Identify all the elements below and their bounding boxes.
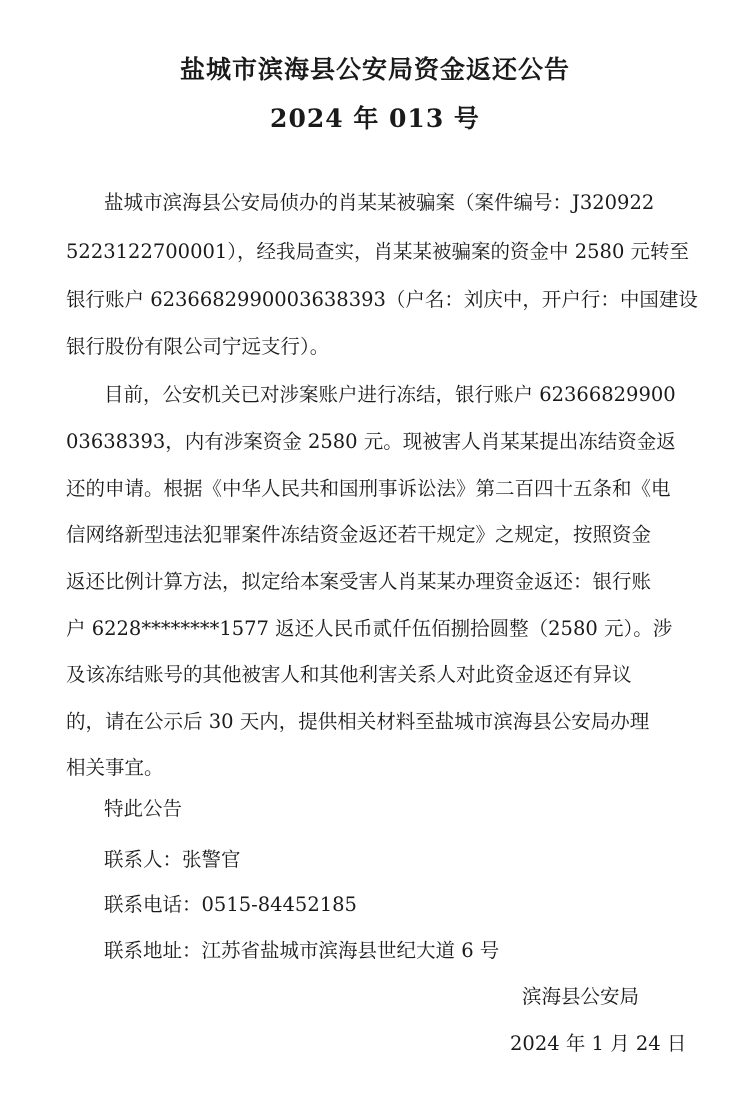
contact-address: 联系地址：江苏省盐城市滨海县世纪大道 6 号 bbox=[104, 939, 500, 962]
paragraph-line: 及该冻结账号的其他被害人和其他利害关系人对此资金返还有异议 bbox=[66, 663, 632, 686]
paragraph-line: 盐城市滨海县公安局侦办的肖某某被骗案（案件编号：J320922 bbox=[104, 191, 655, 214]
paragraph-line: 银行账户 6236682990003638393（户名：刘庆中，开户行：中国建设 bbox=[66, 288, 698, 311]
paragraph-line: 户 6228********1577 返还人民币贰仟伍佰捌拾圆整（2580 元）。涉 bbox=[66, 617, 673, 640]
contact-person: 联系人：张警官 bbox=[104, 848, 241, 871]
paragraph-line: 5223122700001），经我局查实，肖某某被骗案的资金中 2580 元转至 bbox=[66, 240, 690, 263]
special-notice: 特此公告 bbox=[104, 797, 183, 820]
paragraph-line: 还的申请。根据《中华人民共和国刑事诉讼法》第二百四十五条和《电 bbox=[66, 477, 671, 500]
paragraph-line: 目前，公安机关已对涉案账户进行冻结，银行账户 62366829900 bbox=[104, 383, 676, 406]
paragraph-line: 03638393，内有涉案资金 2580 元。现被害人肖某某提出冻结资金返 bbox=[66, 430, 676, 453]
paragraph-line: 银行股份有限公司宁远支行）。 bbox=[66, 335, 330, 358]
contact-phone: 联系电话：0515-84452185 bbox=[104, 893, 357, 916]
issue-date: 2024 年 1 月 24 日 bbox=[510, 1032, 687, 1055]
paragraph-line: 的，请在公示后 30 天内，提供相关材料至盐城市滨海县公安局办理 bbox=[66, 710, 650, 733]
notice-number: 2024 年 013 号 bbox=[270, 104, 480, 133]
issuer-name: 滨海县公安局 bbox=[522, 985, 640, 1008]
paragraph-line: 返还比例计算方法，拟定给本案受害人肖某某办理资金返还：银行账 bbox=[66, 570, 652, 593]
paragraph-line: 相关事宜。 bbox=[66, 756, 164, 779]
paragraph-line: 信网络新型违法犯罪案件冻结资金返还若干规定》之规定，按照资金 bbox=[66, 523, 652, 546]
notice-title: 盐城市滨海县公安局资金返还公告 bbox=[179, 55, 570, 84]
